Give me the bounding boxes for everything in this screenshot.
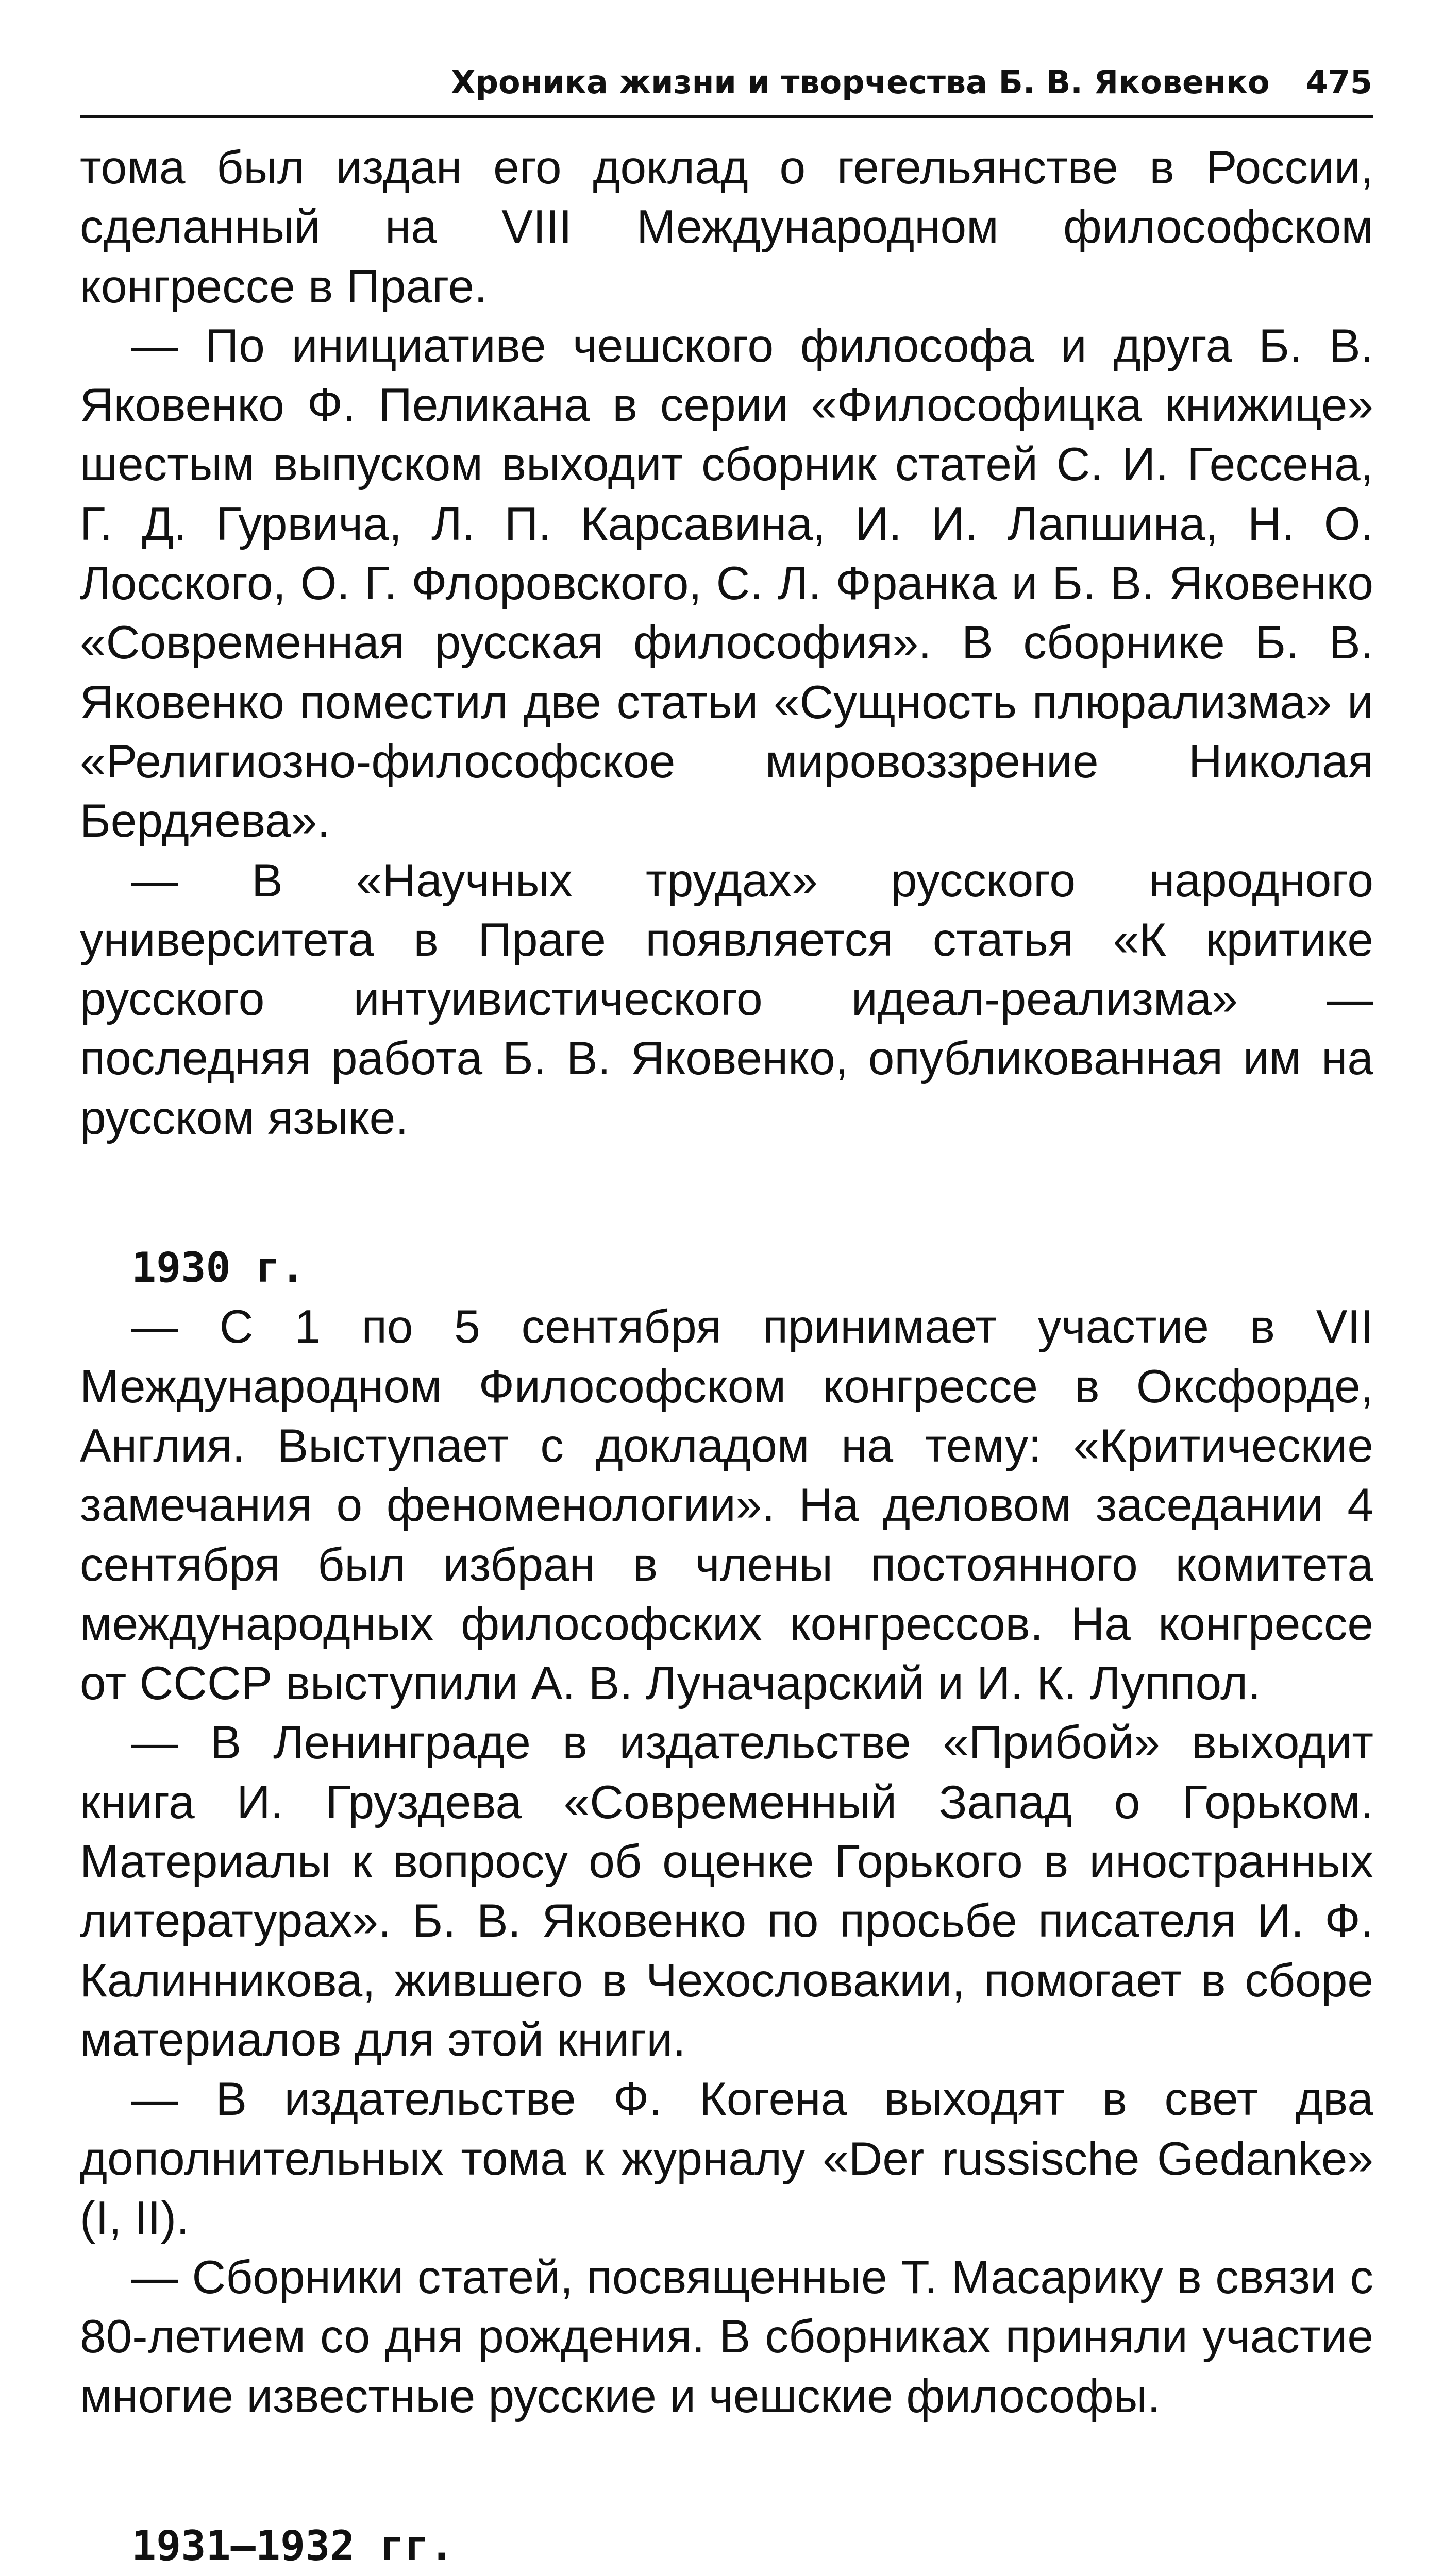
running-title: Хроника жизни и творчества Б. В. Яковенко [450, 63, 1270, 101]
paragraph-oxford-congress: — С 1 по 5 сентября принимает участие в VII Международном Философском конгрессе в Оксфорде, Англия. Выступает с докладом на тему: «Критические замечания о феноменологии». На деловом заседании 4 сентября был избран в члены постоянного комитета международных философских конгрессов. На конгрессе от СССР выступили А. В. Луначарский и И. К. Луппол. [80, 1301, 1373, 1710]
paragraph-masaryk-collections: — Сборники статей, посвященные Т. Масарику в связи с 80-летием со дня рождения. В сборниках приняли участие многие известные русские и чешские философы. [80, 2251, 1373, 2422]
running-header [80, 57, 1373, 108]
page-number: 475 [1305, 63, 1372, 101]
year-heading-1931-1932: 1931–1932 гг. [131, 2521, 455, 2570]
paragraph-continued: тома был издан его доклад о гегельянстве в России, сделанный на VIII Международном философском конгрессе в Праге. [80, 142, 1373, 313]
year-heading-1930: 1930 г. [131, 1244, 306, 1292]
page-body [80, 138, 1373, 2576]
paragraph-philosophy-collection: — По инициативе чешского философа и друга Б. В. Яковенко Ф. Пеликана в серии «Философицка книжице» шестым выпуском выходит сборник статей С. И. Гессена, Г. Д. Гурвича, Л. П. Карсавина, И. И. Лапшина, Н. О. Лосского, О. Г. Флоровского, С. Л. Франка и Б. В. Яковенко «Современная русская философия». В сборнике Б. В. Яковенко поместил две статьи «Сущность плюрализма» и «Религиозно-философское мировоззрение Николая Бердяева». [80, 319, 1373, 848]
paragraph-leningrad-book: — В Ленинграде в издательстве «Прибой» выходит книга И. Груздева «Современный Запад о Горьком. Материалы к вопросу об оценке Горького в иностранных литературах». Б. В. Яковенко по просьбе писателя И. Ф. Калинникова, жившего в Чехословакии, помогает в сборе материалов для этой книги. [80, 1717, 1373, 2066]
header-rule [80, 115, 1373, 118]
paragraph-scientific-works: — В «Научных трудах» русского народного университета в Праге появляется статья «К критике русского интуивистического идеал-реализма» — последняя работа Б. В. Яковенко, опубликованная им на русском языке. [80, 854, 1373, 1144]
paragraph-cohen-volumes: — В издательстве Ф. Когена выходят в свет два дополнительных тома к журналу «Der russische Gedanke» (I, II). [80, 2073, 1373, 2244]
book-page [80, 57, 1373, 2576]
paragraph-slavic-institute [80, 2575, 1373, 2576]
